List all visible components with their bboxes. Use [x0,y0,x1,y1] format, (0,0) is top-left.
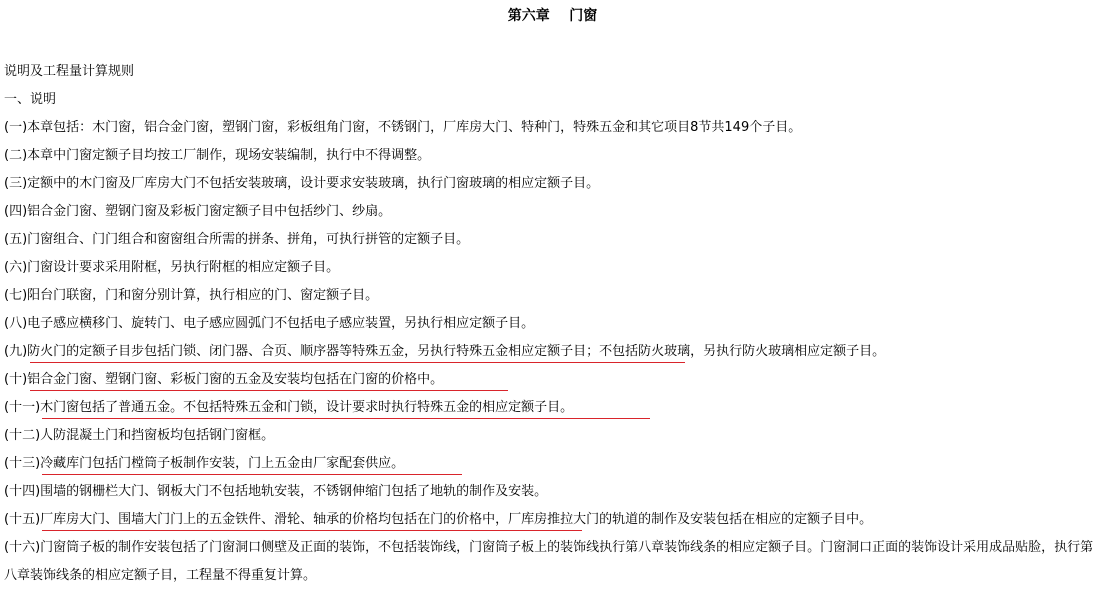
list-item: (十五)厂库房大门、围墙大门门上的五金铁件、滑轮、轴承的价格均包括在门的价格中，厂库房推拉大门的轨道的制作及安装包括在相应的定额子目中。 [4,512,873,527]
list-item: (五)门窗组合、门门组合和窗窗组合所需的拼条、拼角，可执行拼管的定额子目。 [4,232,470,247]
list-item: (一)本章包括：木门窗，铝合金门窗，塑钢门窗，彩板组角门窗，不锈钢门，厂库房大门、特种门，特殊五金和其它项目8节共149个子目。 [4,120,802,135]
part-heading: 一、说明 [4,92,57,107]
list-item: (二)本章中门窗定额子目均按工厂制作，现场安装编制，执行中不得调整。 [4,148,431,163]
list-item: (十三)冷藏库门包括门樘筒子板制作安装，门上五金由厂家配套供应。 [4,456,405,471]
list-item: (十一)木门窗包括了普通五金。不包括特殊五金和门锁，设计要求时执行特殊五金的相应定额子目。 [4,400,574,415]
list-item: (十二)人防混凝土门和挡窗板均包括钢门窗框。 [4,428,275,443]
list-item: (十)铝合金门窗、塑钢门窗、彩板门窗的五金及安装均包括在门窗的价格中。 [4,372,444,387]
annotation-underline [30,362,685,363]
list-item: (十四)围墙的钢栅栏大门、钢板大门不包括地轨安装，不锈钢伸缩门包括了地轨的制作及安装。 [4,484,548,499]
list-item: (九)防火门的定额子目步包括门锁、闭门器、合页、顺序器等特殊五金，另执行特殊五金相应定额子目；不包括防火玻璃，另执行防火玻璃相应定额子目。 [4,344,886,359]
chapter-title: 第六章 门窗 [507,8,598,24]
annotation-underline [42,418,650,419]
list-item: (十六)门窗筒子板的制作安装包括了门窗洞口侧壁及正面的装饰，不包括装饰线，门窗筒子板上的装饰线执行第八章装饰线条的相应定额子目。门窗洞口正面的装饰设计采用成品贴脸，执行第八章装饰线条的相应定额子目，工程量不得重复计算。 [4,540,1094,583]
list-item: (八)电子感应横移门、旋转门、电子感应圆弧门不包括电子感应装置，另执行相应定额子目。 [4,316,535,331]
annotation-underline [42,530,582,531]
list-item: (六)门窗设计要求采用附框，另执行附框的相应定额子目。 [4,260,340,275]
list-item: (七)阳台门联窗，门和窗分别计算，执行相应的门、窗定额子目。 [4,288,379,303]
annotation-underline [42,474,462,475]
list-item: (四)铝合金门窗、塑钢门窗及彩板门窗定额子目中包括纱门、纱扇。 [4,204,392,219]
section-heading: 说明及工程量计算规则 [4,64,135,79]
list-item: (三)定额中的木门窗及厂库房大门不包括安装玻璃，设计要求安装玻璃，执行门窗玻璃的相应定额子目。 [4,176,600,191]
annotation-underline [30,390,508,391]
